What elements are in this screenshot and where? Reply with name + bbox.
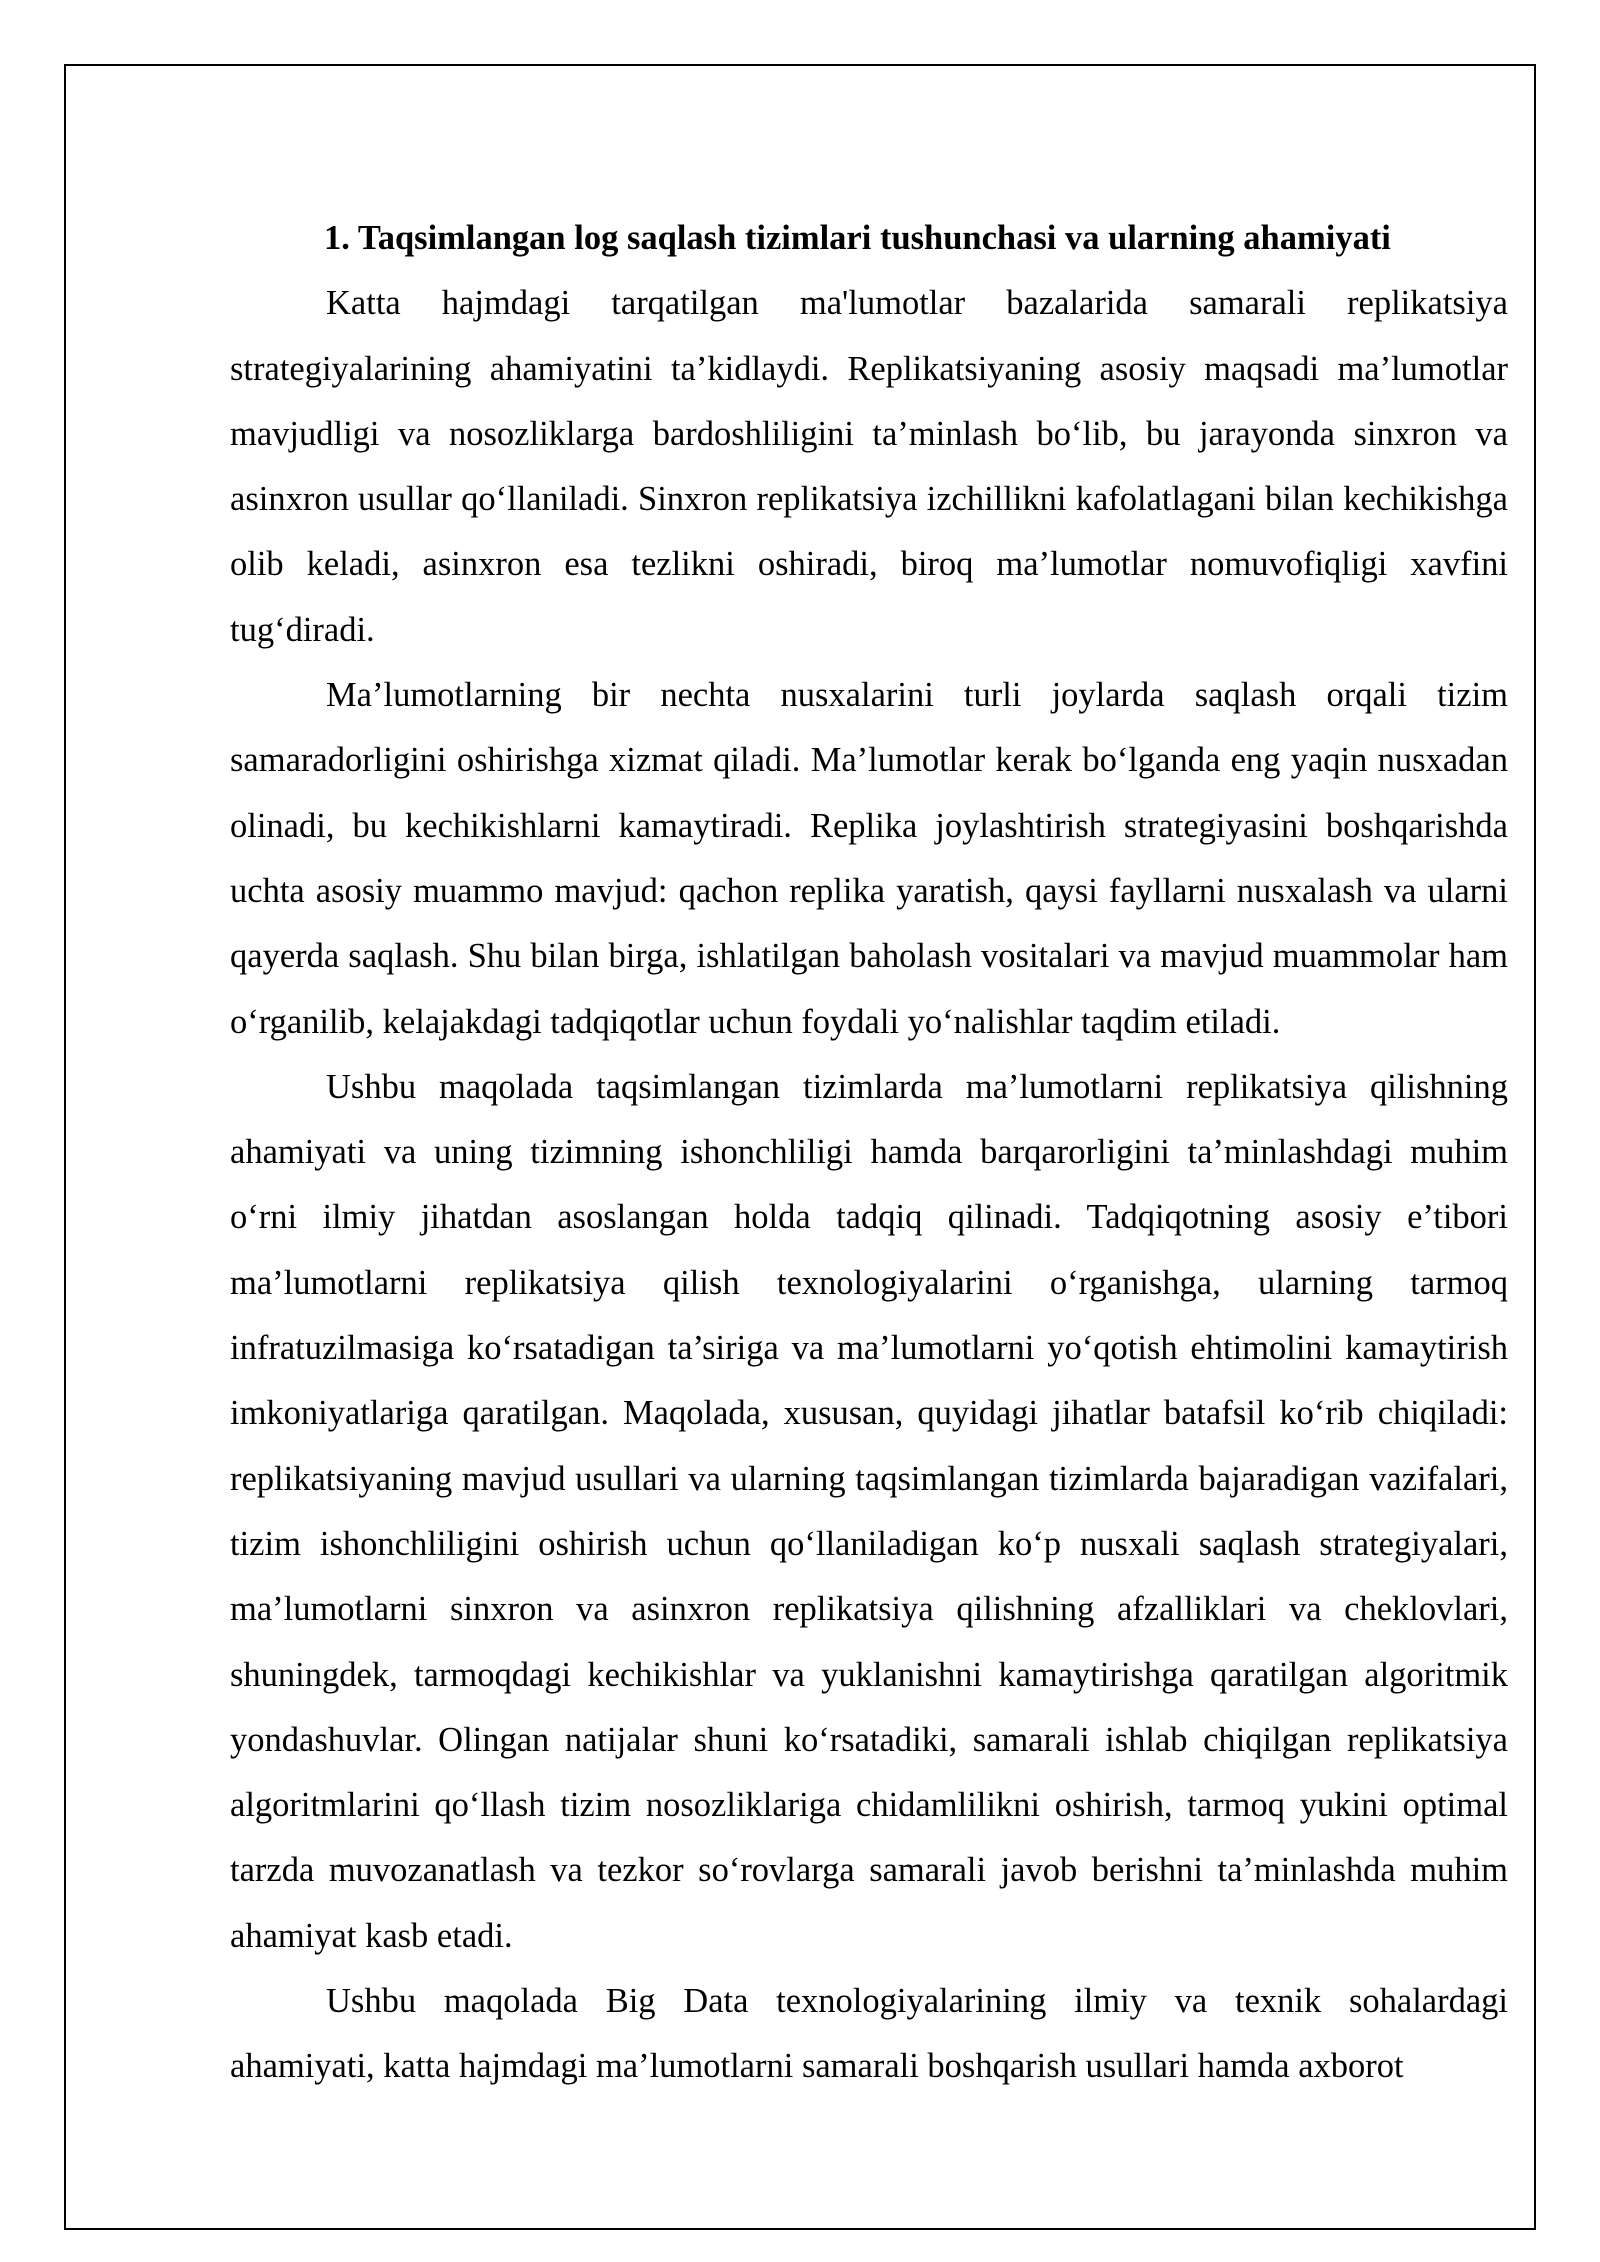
paragraph-replica-placement: Ma’lumotlarning bir nechta nusxalarini turli joylarda saqlash orqali tizim samaradorligini oshirishga xizmat qiladi. Ma’lumotlar kerak bo‘lganda eng yaqin nusxadan olinadi, bu kechikishlarni kamaytiradi. Replika joylashtirish strategiyasini boshqarishda uchta asosiy muammo mavjud: qachon replika yaratish, qaysi fayllarni nusxalash va ularni qayerda saqlash. Shu bilan birga, ishlatilgan baholash vositalari va mavjud muammolar ham o‘rganilib, kelajakdagi tadqiqotlar uchun foydali yo‘nalishlar taqdim etiladi. — [230, 676, 1508, 1041]
paragraph-big-data: Ushbu maqolada Big Data texnologiyalarining ilmiy va texnik sohalardagi ahamiyati, katta hajmdagi ma’lumotlarni samarali boshqarish usullari hamda axborot — [230, 1982, 1508, 2086]
paragraph-article-scope: Ushbu maqolada taqsimlangan tizimlarda ma’lumotlarni replikatsiya qilishning ahamiyati va uning tizimning ishonchliligi hamda barqarorligini ta’minlashdagi muhim o‘rni ilmiy jihatdan asoslangan holda tadqiq qilinadi. Tadqiqotning asosiy e’tibori ma’lumotlarni replikatsiya qilish texnologiyalarini o‘rganishga, ularning tarmoq infratuzilmasiga ko‘rsatadigan ta’siriga va ma’lumotlarni yo‘qotish ehtimolini kamaytirish imkoniyatlariga qaratilgan. Maqolada, xususan, quyidagi jihatlar batafsil ko‘rib chiqiladi: replikatsiyaning mavjud usullari va ularning taqsimlangan tizimlarda bajaradigan vazifalari, tizim ishonchliligini oshirish uchun qo‘llaniladigan ko‘p nusxali saqlash strategiyalari, ma’lumotlarni sinxron va asinxron replikatsiya qilishning afzalliklari va cheklovlari, shuningdek, tarmoqdagi kechikishlar va yuklanishni kamaytirishga qaratilgan algoritmik yondashuvlar. Olingan natijalar shuni ko‘rsatadiki, samarali ishlab chiqilgan replikatsiya algoritmlarini qo‘llash tizim nosozliklariga chidamlilikni oshirish, tarmoq yukini optimal tarzda muvozanatlash va tezkor so‘rovlarga samarali javob berishni ta’minlashda muhim ahamiyat kasb etadi. — [230, 1067, 1508, 1955]
section-heading: 1. Taqsimlangan log saqlash tizimlari tushunchasi va ularning ahamiyati — [324, 219, 1391, 257]
document-body — [230, 206, 1508, 2100]
paragraph-replication-importance: Katta hajmdagi tarqatilgan ma'lumotlar bazalarida samarali replikatsiya strategiyalarining ahamiyatini ta’kidlaydi. Replikatsiyaning asosiy maqsadi ma’lumotlar mavjudligi va nosozliklarga bardoshliligini ta’minlash bo‘lib, bu jarayonda sinxron va asinxron usullar qo‘llaniladi. Sinxron replikatsiya izchillikni kafolatlagani bilan kechikishga olib keladi, asinxron esa tezlikni oshiradi, biroq ma’lumotlar nomuvofiqligi xavfini tug‘diradi. — [230, 284, 1508, 649]
